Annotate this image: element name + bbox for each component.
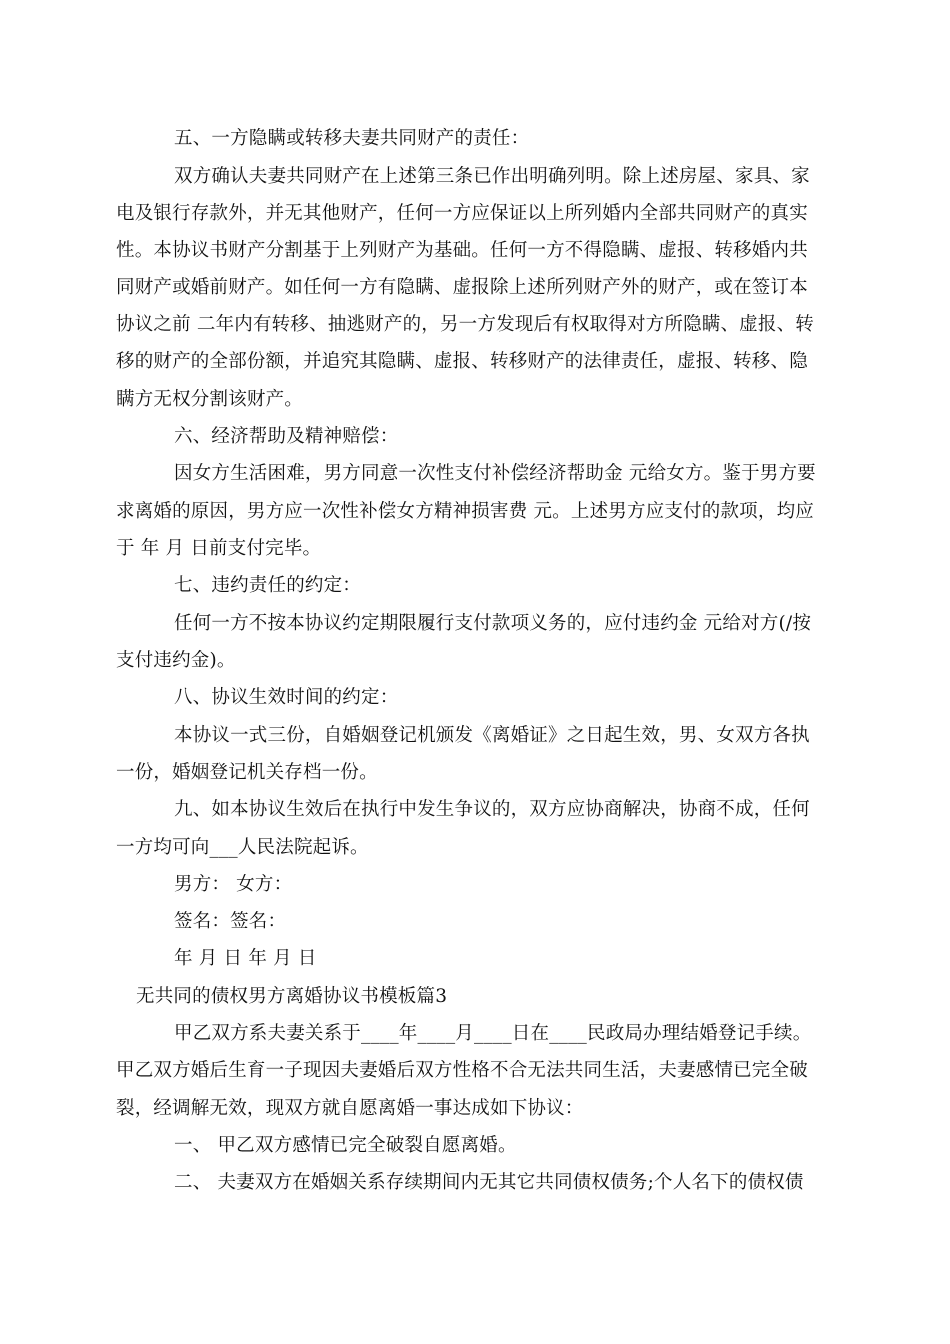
paragraph-line: 任何一方不按本协议约定期限履行支付款项义务的，应付违约金 元给对方(/按 [174, 613, 812, 634]
clause-1: 一、 甲乙双方感情已完全破裂自愿离婚。 [174, 1135, 517, 1156]
paragraph-line: 本协议一式三份，自婚姻登记机颁发《离婚证》之日起生效，男、女双方各执 [174, 725, 810, 746]
paragraph-line: 双方确认夫妻共同财产在上述第三条已作出明确列明。除上述房屋、家具、家 [174, 166, 810, 187]
section-6-heading: 六、经济帮助及精神赔偿： [174, 426, 399, 447]
paragraph-line: 性。本协议书财产分割基于上列财产为基础。任何一方不得隐瞒、虚报、转移婚内共 [116, 240, 808, 261]
paragraph-line: 一份，婚姻登记机关存档一份。 [116, 762, 378, 783]
paragraph-line: 一方均可向___人民法院起诉。 [116, 837, 369, 858]
section-7-heading: 七、违约责任的约定： [174, 575, 362, 596]
paragraph-line: 因女方生活困难，男方同意一次性支付补偿经济帮助金 元给女方。鉴于男方要 [174, 463, 816, 484]
clause-2: 二、 夫妻双方在婚姻关系存续期间内无其它共同债权债务;个人名下的债权债 [174, 1172, 804, 1193]
party-labels: 男方： 女方： [174, 874, 293, 895]
section-5-heading: 五、一方隐瞒或转移夫妻共同财产的责任： [174, 128, 530, 149]
paragraph-line: 甲乙双方系夫妻关系于____年____月____日在____民政局办理结婚登记手续。 [174, 1023, 812, 1044]
paragraph-line: 同财产或婚前财产。如任何一方有隐瞒、虚报除上述所列财产外的财产，或在签订本 [116, 277, 808, 298]
signature-labels: 签名：签名： [174, 911, 287, 932]
paragraph-line: 瞒方无权分割该财产。 [116, 389, 304, 410]
template-heading: 无共同的债权男方离婚协议书模板篇3 [136, 986, 448, 1007]
paragraph-line: 求离婚的原因，男方应一次性补偿女方精神损害费 元。上述男方应支付的款项，均应 [116, 501, 814, 522]
paragraph-line: 电及银行存款外，并无其他财产，任何一方应保证以上所列婚内全部共同财产的真实 [116, 203, 808, 224]
paragraph-line: 移的财产的全部份额，并追究其隐瞒、虚报、转移财产的法律责任，虚报、转移、隐 [116, 351, 808, 372]
date-labels: 年 月 日 年 月 日 [174, 948, 317, 969]
paragraph-line: 支付违约金)。 [116, 650, 236, 671]
section-8-heading: 八、协议生效时间的约定： [174, 687, 399, 708]
paragraph-line: 裂，经调解无效，现双方就自愿离婚一事达成如下协议： [116, 1098, 584, 1119]
paragraph-line: 协议之前 二年内有转移、抽逃财产的，另一方发现后有权取得对方所隐瞒、虚报、转 [116, 314, 814, 335]
section-9-paragraph: 九、如本协议生效后在执行中发生争议的，双方应协商解决，协商不成，任何 [174, 799, 810, 820]
paragraph-line: 于 年 月 日前支付完毕。 [116, 538, 322, 559]
paragraph-line: 甲乙双方婚后生育一子现因夫妻婚后双方性格不合无法共同生活，夫妻感情已完全破 [116, 1060, 808, 1081]
